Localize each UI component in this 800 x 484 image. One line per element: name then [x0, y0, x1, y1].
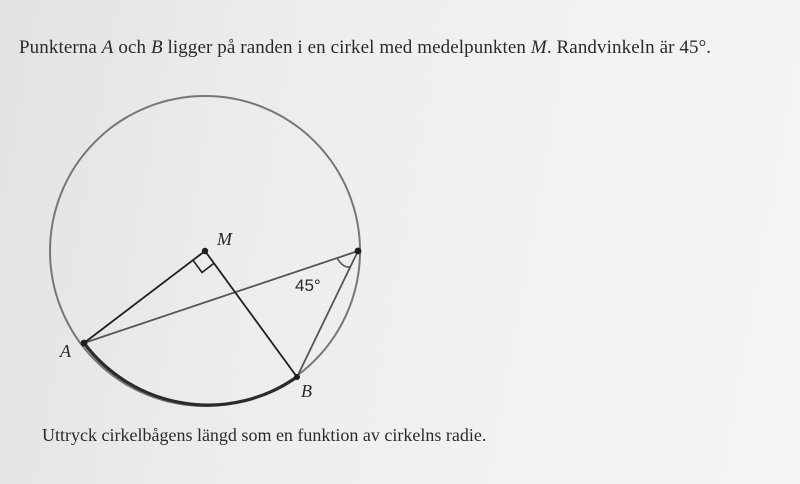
- point-a-symbol: A: [101, 37, 114, 58]
- right-angle-marker: [193, 260, 214, 272]
- point-b-symbol: B: [150, 37, 163, 58]
- question-text: Punkterna A och B ligger på randen i en cirkel med medelpunkten M. Randvinkeln är 45°.: [19, 37, 712, 58]
- point-m: [202, 248, 208, 254]
- label-a: A: [60, 341, 71, 361]
- point-a: [81, 340, 88, 347]
- angle-label: 45°: [295, 276, 321, 295]
- task-text: Uttryck cirkelbågens längd som en funktion av cirkelns radie.: [42, 425, 487, 445]
- point-p: [355, 248, 362, 255]
- label-b: B: [301, 381, 312, 401]
- chord-b-p: [297, 251, 358, 377]
- label-m: M: [217, 229, 232, 249]
- radius-mb: [205, 251, 297, 377]
- radius-ma: [84, 251, 205, 343]
- center-symbol: M: [530, 37, 547, 58]
- angle-arc: [337, 258, 350, 267]
- point-b: [294, 374, 300, 380]
- arc-ab: [84, 343, 297, 405]
- chord-a-p: [84, 251, 358, 343]
